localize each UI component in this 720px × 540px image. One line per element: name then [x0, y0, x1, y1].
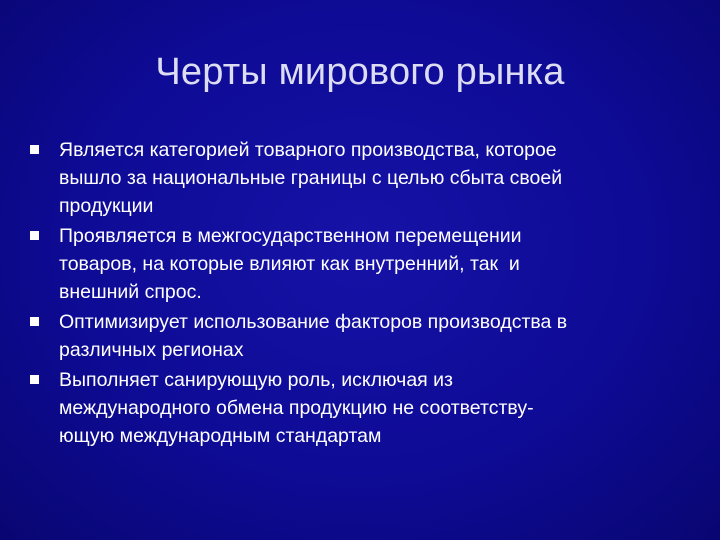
- bullet-item-4: [30, 366, 700, 450]
- bullet-list: [30, 136, 700, 450]
- square-bullet-icon: [30, 375, 39, 384]
- bullet-text-line: ющую международным стандартам: [59, 425, 382, 447]
- bullet-text-line: внешний спрос.: [59, 281, 202, 303]
- bullet-text-line: продукции: [59, 195, 154, 217]
- square-bullet-icon: [30, 145, 39, 154]
- bullet-item-2: [30, 222, 700, 306]
- bullet-item-3: [30, 308, 700, 364]
- bullet-item-1: [30, 136, 700, 220]
- bullet-text-line: Выполняет санирующую роль, исключая из: [59, 369, 453, 391]
- bullet-text-line: Оптимизирует использование факторов производства в: [59, 311, 568, 333]
- bullet-text-line: международного обмена продукцию не соответству-: [59, 397, 534, 419]
- square-bullet-icon: [30, 231, 39, 240]
- bullet-text-line: товаров, на которые влияют как внутренний, так и: [59, 253, 520, 275]
- bullet-text-line: вышло за национальные границы с целью сбыта своей: [59, 167, 563, 189]
- bullet-text-line: Является категорией товарного производства, которое: [59, 139, 557, 161]
- bullet-text-line: Проявляется в межгосударственном перемещении: [59, 225, 522, 247]
- bullet-text-line: различных регионах: [59, 339, 244, 361]
- square-bullet-icon: [30, 317, 39, 326]
- slide-title: Черты мирового рынка: [155, 51, 565, 93]
